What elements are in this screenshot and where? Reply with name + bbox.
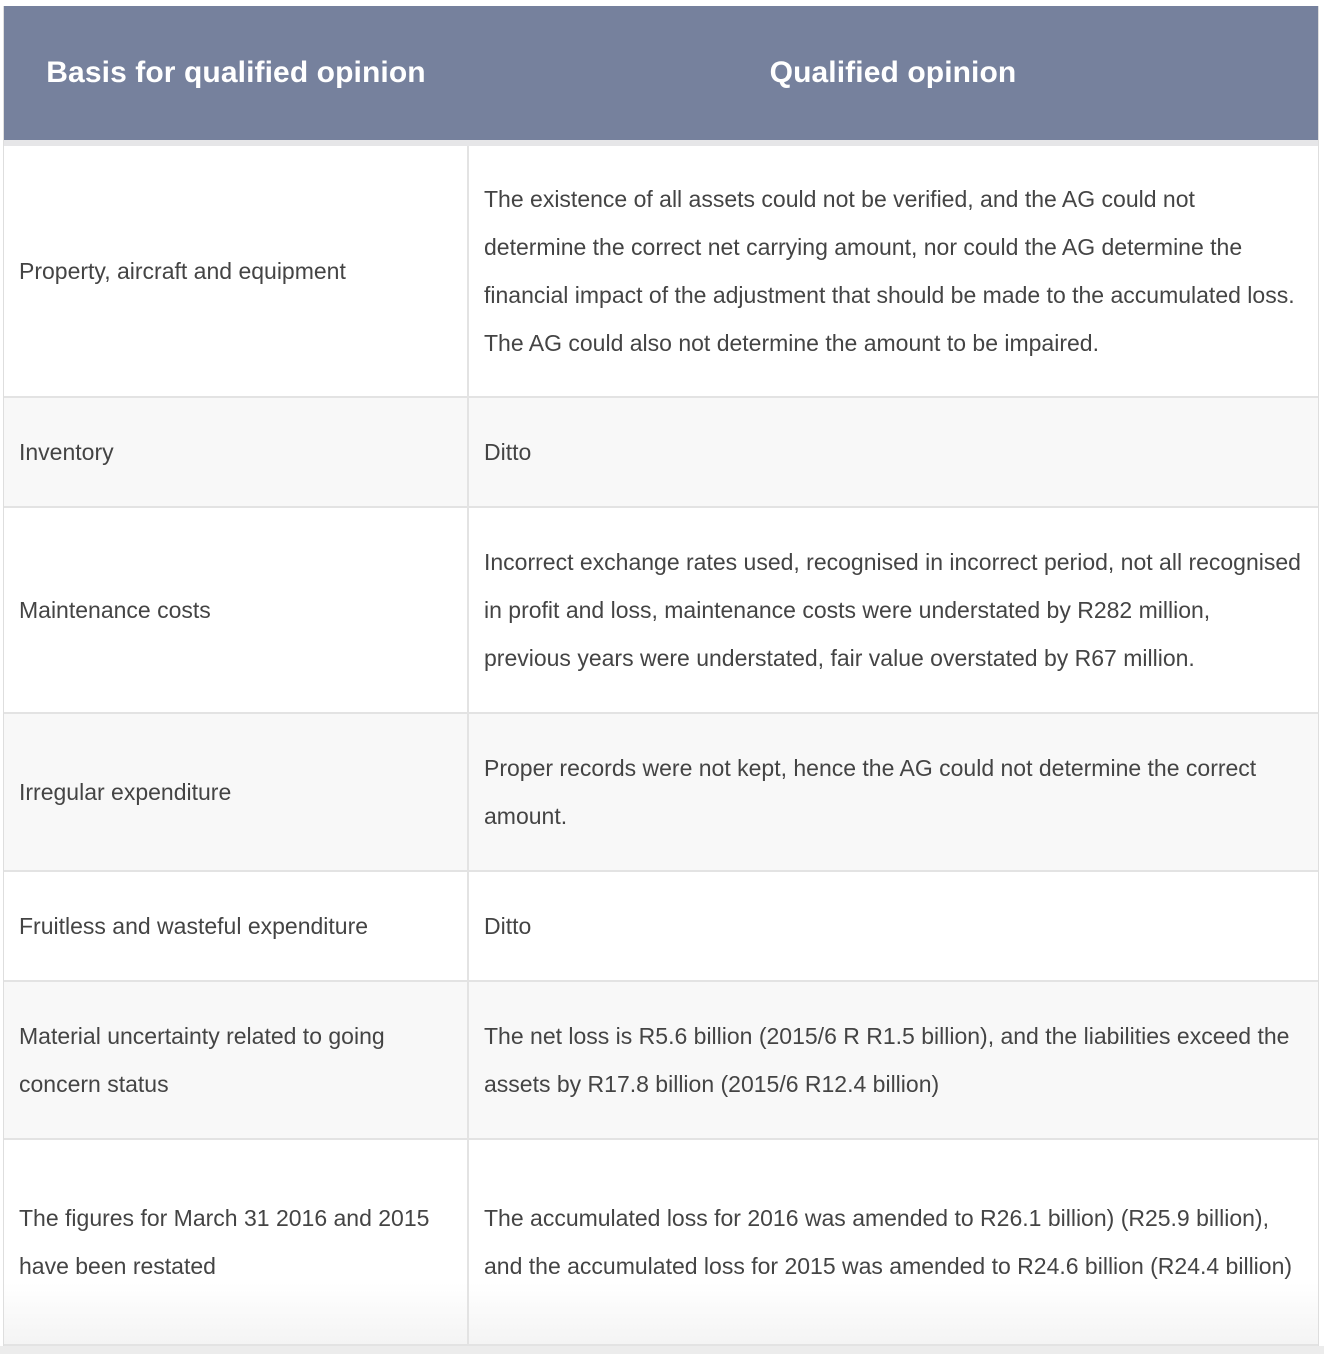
basis-cell: Fruitless and wasteful expenditure bbox=[4, 871, 468, 981]
table-row bbox=[4, 713, 1318, 871]
column-header-opinion: Qualified opinion bbox=[468, 6, 1318, 143]
opinion-cell: Proper records were not kept, hence the AG could not determine the correct amount. bbox=[468, 713, 1318, 871]
opinion-cell: The existence of all assets could not be verified, and the AG could not determine the correct net carrying amount, nor could the AG determine the financial impact of the adjustment that should be made to the accumulated loss. The AG could also not determine the amount to be impaired. bbox=[468, 143, 1318, 397]
basis-cell: Irregular expenditure bbox=[4, 713, 468, 871]
basis-cell: The figures for March 31 2016 and 2015 have been restated bbox=[4, 1139, 468, 1345]
opinion-cell: Ditto bbox=[468, 871, 1318, 981]
table-row bbox=[4, 507, 1318, 713]
table-row bbox=[4, 397, 1318, 507]
opinion-cell: Incorrect exchange rates used, recognised in incorrect period, not all recognised in profit and loss, maintenance costs were understated by R282 million, previous years were understated, fair value overstated by R67 million. bbox=[468, 507, 1318, 713]
basis-cell: Maintenance costs bbox=[4, 507, 468, 713]
opinion-cell: The net loss is R5.6 billion (2015/6 R R1.5 billion), and the liabilities exceed the assets by R17.8 billion (2015/6 R12.4 billion) bbox=[468, 981, 1318, 1139]
basis-cell: Material uncertainty related to going concern status bbox=[4, 981, 468, 1139]
header-row bbox=[4, 6, 1318, 143]
audit-opinion-table-container bbox=[3, 6, 1319, 1346]
basis-cell: Inventory bbox=[4, 397, 468, 507]
table-row bbox=[4, 981, 1318, 1139]
opinion-cell: The accumulated loss for 2016 was amended to R26.1 billion) (R25.9 billion), and the accumulated loss for 2015 was amended to R24.6 billion (R24.4 billion) bbox=[468, 1139, 1318, 1345]
column-header-basis: Basis for qualified opinion bbox=[4, 6, 468, 143]
table-row bbox=[4, 143, 1318, 397]
table-header bbox=[4, 6, 1318, 143]
table-body bbox=[4, 143, 1318, 1345]
audit-opinion-table bbox=[4, 6, 1318, 1346]
table-row bbox=[4, 871, 1318, 981]
opinion-cell: Ditto bbox=[468, 397, 1318, 507]
table-row bbox=[4, 1139, 1318, 1345]
bottom-divider bbox=[0, 1346, 1324, 1354]
basis-cell: Property, aircraft and equipment bbox=[4, 143, 468, 397]
